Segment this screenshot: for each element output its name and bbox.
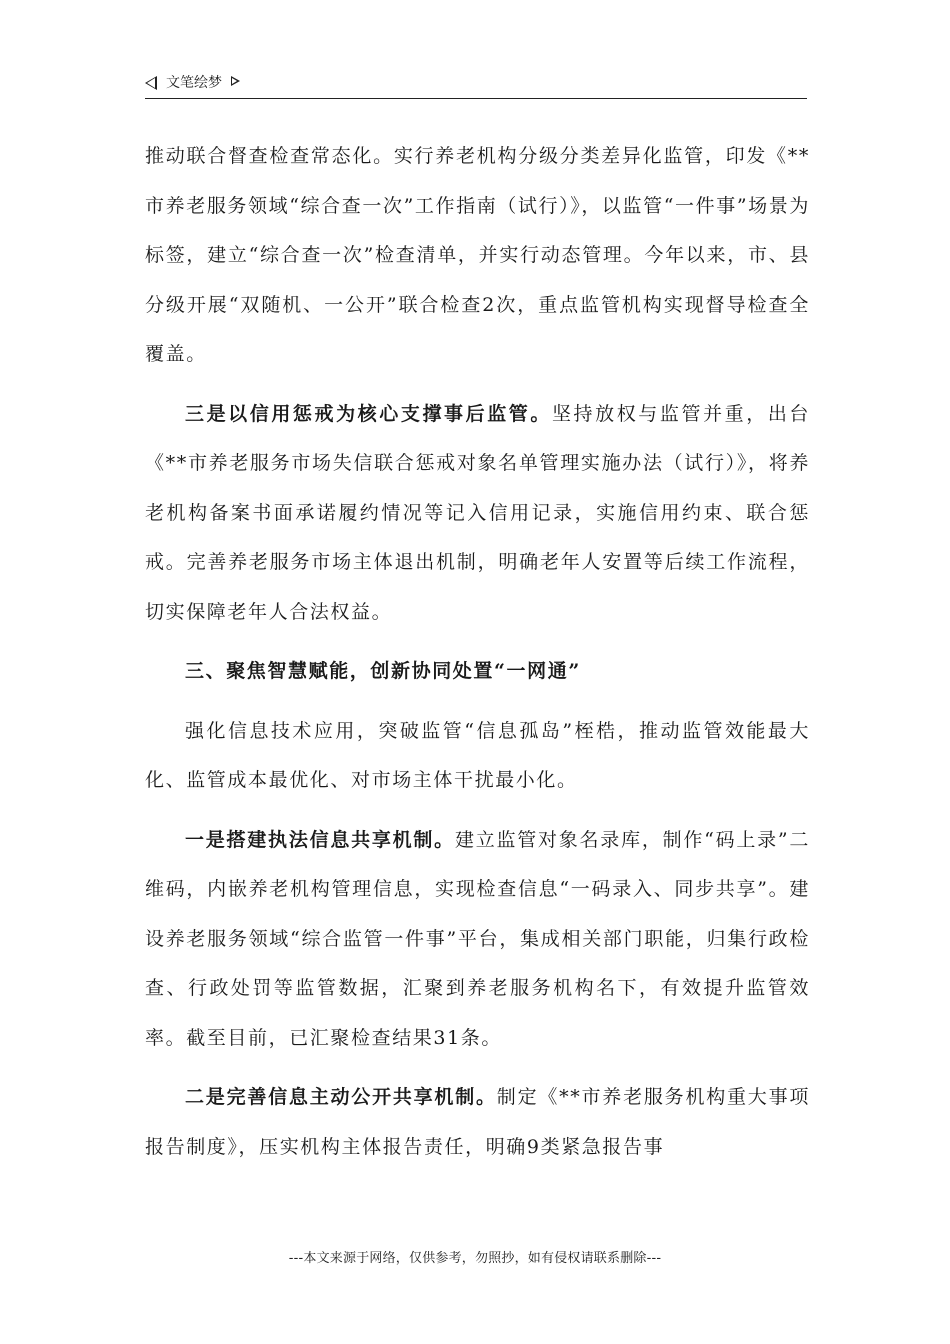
triangle-left-icon [145, 76, 157, 90]
document-body [145, 132, 810, 1172]
section-heading: 三、聚焦智慧赋能，创新协同处置“一网通” [185, 660, 581, 682]
paragraph-credit-punishment [145, 390, 810, 638]
paragraph-text: 坚持放权与监管并重，出台《**市养老服务市场失信联合惩戒对象名单管理实施办法（试行）》，将养老机构备案书面承诺履约情况等记入信用记录，实施信用约束、联合惩戒。完善养老服务市场主体退出机制，明确老年人安置等后续工作流程，切实保障老年人合法权益。 [145, 402, 811, 623]
page-header [145, 74, 807, 99]
paragraph-continuation [145, 132, 810, 380]
paragraph-intro [145, 707, 810, 806]
paragraph-text: 建立监管对象名录库，制作“码上录”二维码，内嵌养老机构管理信息，实现检查信息“一码录入、同步共享”。建设养老服务领域“综合监管一件事”平台，集成相关部门职能，归集行政检查、行政处罚等监管数据，汇聚到养老服务机构名下，有效提升监管效率。截至目前，已汇聚检查结果31条。 [145, 828, 810, 1049]
paragraph-lead: 二是完善信息主动公开共享机制。 [185, 1086, 497, 1108]
paragraph-info-disclosure [145, 1073, 810, 1172]
paragraph-lead: 一是搭建执法信息共享机制。 [185, 828, 455, 851]
paragraph-text: 强化信息技术应用，突破监管“信息孤岛”桎梏，推动监管效能最大化、监管成本最优化、对市场主体干扰最小化。 [145, 719, 810, 791]
paragraph-enforcement-sharing [145, 816, 810, 1064]
paragraph-text: 推动联合督查检查常态化。实行养老机构分级分类差异化监管，印发《**市养老服务领域“综合查一次”工作指南（试行）》，以监管“一件事”场景为标签，建立“综合查一次”检查清单，并实行动态管理。今年以来，市、县分级开展“双随机、一公开”联合检查2次，重点监管机构实现督导检查全覆盖。 [145, 145, 810, 365]
paragraph-lead: 三是以信用惩戒为核心支撑事后监管。 [185, 402, 552, 425]
triangle-right-icon [231, 76, 240, 86]
page-footer-disclaimer: ---本文来源于网络，仅供参考，勿照抄，如有侵权请联系删除--- [288, 1251, 662, 1266]
paragraph-text: 制定《**市养老服务机构重大事项报告制度》，压实机构主体报告责任，明确9类紧急报告事 [145, 1086, 810, 1158]
header-brand: 文笔绘梦 [166, 75, 222, 91]
